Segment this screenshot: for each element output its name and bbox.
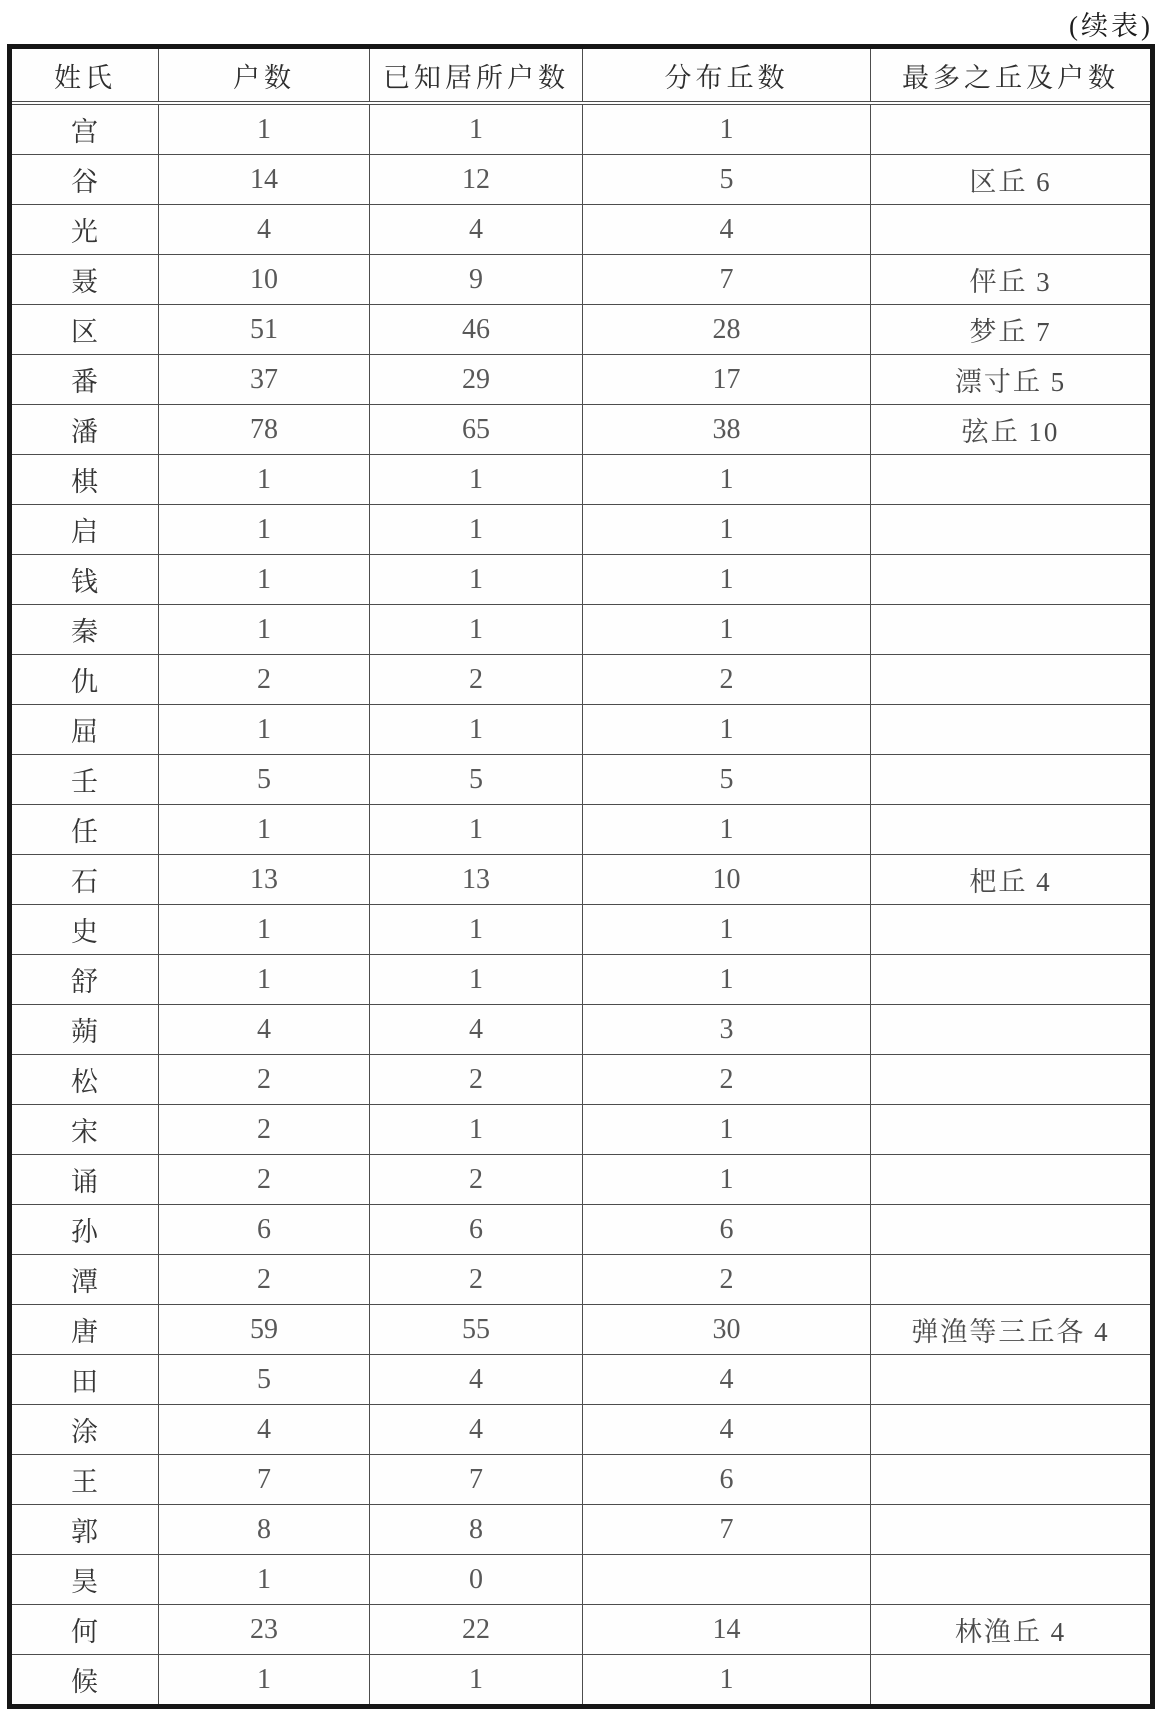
max-hill-cell	[871, 455, 1153, 505]
hills-count-cell: 1	[583, 605, 871, 655]
surname-cell: 区	[10, 305, 159, 355]
households-cell: 5	[159, 1355, 370, 1405]
column-header-known-residence-households: 已知居所户数	[370, 47, 583, 104]
households-cell: 78	[159, 405, 370, 455]
surname-cell: 石	[10, 855, 159, 905]
surname-cell: 潭	[10, 1255, 159, 1305]
known-residence-cell: 2	[370, 1255, 583, 1305]
households-cell: 4	[159, 1405, 370, 1455]
table-row	[10, 405, 1153, 455]
max-hill-cell	[871, 1455, 1153, 1505]
households-cell: 1	[159, 455, 370, 505]
hills-count-cell: 38	[583, 405, 871, 455]
max-hill-cell	[871, 505, 1153, 555]
known-residence-cell: 65	[370, 405, 583, 455]
known-residence-cell: 29	[370, 355, 583, 405]
table-row	[10, 355, 1153, 405]
households-cell: 1	[159, 1555, 370, 1605]
table-row	[10, 1055, 1153, 1105]
surname-cell: 松	[10, 1055, 159, 1105]
table-row	[10, 505, 1153, 555]
households-cell: 51	[159, 305, 370, 355]
known-residence-cell: 4	[370, 205, 583, 255]
surname-cell: 仇	[10, 655, 159, 705]
households-cell: 2	[159, 1155, 370, 1205]
surname-cell: 宫	[10, 103, 159, 155]
max-hill-cell	[871, 1355, 1153, 1405]
surname-cell: 王	[10, 1455, 159, 1505]
max-hill-cell: 梦丘 7	[871, 305, 1153, 355]
known-residence-cell: 2	[370, 1055, 583, 1105]
hills-count-cell: 17	[583, 355, 871, 405]
surname-cell: 谷	[10, 155, 159, 205]
surname-cell: 昊	[10, 1555, 159, 1605]
hills-count-cell: 30	[583, 1305, 871, 1355]
hills-count-cell: 1	[583, 1105, 871, 1155]
max-hill-cell	[871, 805, 1153, 855]
header-row	[10, 47, 1153, 104]
table-row	[10, 555, 1153, 605]
max-hill-cell	[871, 1005, 1153, 1055]
surname-cell: 舒	[10, 955, 159, 1005]
table-row	[10, 155, 1153, 205]
households-cell: 2	[159, 1055, 370, 1105]
households-cell: 10	[159, 255, 370, 305]
hills-count-cell: 1	[583, 555, 871, 605]
hills-count-cell: 1	[583, 705, 871, 755]
known-residence-cell: 1	[370, 455, 583, 505]
known-residence-cell: 4	[370, 1355, 583, 1405]
surname-cell: 聂	[10, 255, 159, 305]
hills-count-cell: 6	[583, 1205, 871, 1255]
surname-distribution-table	[7, 44, 1155, 1709]
max-hill-cell	[871, 1055, 1153, 1105]
hills-count-cell: 28	[583, 305, 871, 355]
max-hill-cell	[871, 955, 1153, 1005]
households-cell: 1	[159, 805, 370, 855]
table-row	[10, 705, 1153, 755]
hills-count-cell: 7	[583, 255, 871, 305]
known-residence-cell: 5	[370, 755, 583, 805]
max-hill-cell	[871, 1105, 1153, 1155]
hills-count-cell: 5	[583, 155, 871, 205]
surname-cell: 孙	[10, 1205, 159, 1255]
known-residence-cell: 6	[370, 1205, 583, 1255]
hills-count-cell	[583, 1555, 871, 1605]
households-cell: 2	[159, 1105, 370, 1155]
hills-count-cell: 4	[583, 1405, 871, 1455]
table-row	[10, 805, 1153, 855]
households-cell: 1	[159, 1655, 370, 1707]
households-cell: 13	[159, 855, 370, 905]
table-row	[10, 305, 1153, 355]
max-hill-cell	[871, 103, 1153, 155]
surname-cell: 史	[10, 905, 159, 955]
table-row	[10, 655, 1153, 705]
hills-count-cell: 3	[583, 1005, 871, 1055]
hills-count-cell: 1	[583, 1155, 871, 1205]
table-row	[10, 755, 1153, 805]
max-hill-cell	[871, 1155, 1153, 1205]
surname-cell: 涂	[10, 1405, 159, 1455]
known-residence-cell: 1	[370, 505, 583, 555]
hills-count-cell: 2	[583, 655, 871, 705]
known-residence-cell: 22	[370, 1605, 583, 1655]
max-hill-cell	[871, 1405, 1153, 1455]
table-row	[10, 1455, 1153, 1505]
hills-count-cell: 6	[583, 1455, 871, 1505]
surname-cell: 蒴	[10, 1005, 159, 1055]
hills-count-cell: 4	[583, 1355, 871, 1405]
households-cell: 1	[159, 705, 370, 755]
table-row	[10, 855, 1153, 905]
table-row	[10, 255, 1153, 305]
column-header-households: 户数	[159, 47, 370, 104]
surname-cell: 番	[10, 355, 159, 405]
max-hill-cell	[871, 755, 1153, 805]
hills-count-cell: 7	[583, 1505, 871, 1555]
hills-count-cell: 10	[583, 855, 871, 905]
surname-cell: 宋	[10, 1105, 159, 1155]
surname-cell: 钱	[10, 555, 159, 605]
table-row	[10, 1605, 1153, 1655]
surname-cell: 任	[10, 805, 159, 855]
hills-count-cell: 1	[583, 455, 871, 505]
known-residence-cell: 1	[370, 905, 583, 955]
table-row	[10, 955, 1153, 1005]
households-cell: 2	[159, 1255, 370, 1305]
households-cell: 1	[159, 103, 370, 155]
surname-cell: 屈	[10, 705, 159, 755]
max-hill-cell	[871, 555, 1153, 605]
surname-cell: 诵	[10, 1155, 159, 1205]
max-hill-cell	[871, 1205, 1153, 1255]
max-hill-cell	[871, 1255, 1153, 1305]
table-row	[10, 205, 1153, 255]
column-header-max-hill-and-households: 最多之丘及户数	[871, 47, 1153, 104]
households-cell: 7	[159, 1455, 370, 1505]
known-residence-cell: 1	[370, 555, 583, 605]
surname-cell: 壬	[10, 755, 159, 805]
max-hill-cell	[871, 605, 1153, 655]
max-hill-cell: 林渔丘 4	[871, 1605, 1153, 1655]
surname-cell: 田	[10, 1355, 159, 1405]
hills-count-cell: 4	[583, 205, 871, 255]
known-residence-cell: 1	[370, 1655, 583, 1707]
households-cell: 14	[159, 155, 370, 205]
table-row	[10, 1355, 1153, 1405]
known-residence-cell: 1	[370, 605, 583, 655]
table-row	[10, 1655, 1153, 1707]
known-residence-cell: 8	[370, 1505, 583, 1555]
hills-count-cell: 1	[583, 905, 871, 955]
households-cell: 59	[159, 1305, 370, 1355]
hills-count-cell: 1	[583, 955, 871, 1005]
surname-cell: 何	[10, 1605, 159, 1655]
hills-count-cell: 14	[583, 1605, 871, 1655]
hills-count-cell: 1	[583, 1655, 871, 1707]
table-body	[10, 103, 1153, 1707]
surname-cell: 启	[10, 505, 159, 555]
known-residence-cell: 1	[370, 103, 583, 155]
known-residence-cell: 4	[370, 1005, 583, 1055]
households-cell: 37	[159, 355, 370, 405]
households-cell: 4	[159, 205, 370, 255]
table-row	[10, 1005, 1153, 1055]
known-residence-cell: 55	[370, 1305, 583, 1355]
column-header-distributed-hills: 分布丘数	[583, 47, 871, 104]
hills-count-cell: 2	[583, 1055, 871, 1105]
known-residence-cell: 0	[370, 1555, 583, 1605]
known-residence-cell: 1	[370, 1105, 583, 1155]
hills-count-cell: 1	[583, 805, 871, 855]
max-hill-cell: 伻丘 3	[871, 255, 1153, 305]
surname-cell: 唐	[10, 1305, 159, 1355]
table-row	[10, 103, 1153, 155]
max-hill-cell: 区丘 6	[871, 155, 1153, 205]
surname-cell: 候	[10, 1655, 159, 1707]
max-hill-cell	[871, 1655, 1153, 1707]
surname-cell: 郭	[10, 1505, 159, 1555]
hills-count-cell: 1	[583, 505, 871, 555]
households-cell: 1	[159, 605, 370, 655]
table-row	[10, 455, 1153, 505]
hills-count-cell: 5	[583, 755, 871, 805]
max-hill-cell: 弦丘 10	[871, 405, 1153, 455]
known-residence-cell: 12	[370, 155, 583, 205]
table-header	[10, 47, 1153, 104]
households-cell: 1	[159, 905, 370, 955]
table-row	[10, 1155, 1153, 1205]
households-cell: 8	[159, 1505, 370, 1555]
known-residence-cell: 4	[370, 1405, 583, 1455]
table-row	[10, 605, 1153, 655]
known-residence-cell: 9	[370, 255, 583, 305]
known-residence-cell: 46	[370, 305, 583, 355]
surname-cell: 光	[10, 205, 159, 255]
households-cell: 1	[159, 955, 370, 1005]
max-hill-cell	[871, 1505, 1153, 1555]
hills-count-cell: 1	[583, 103, 871, 155]
max-hill-cell	[871, 705, 1153, 755]
households-cell: 23	[159, 1605, 370, 1655]
known-residence-cell: 2	[370, 655, 583, 705]
max-hill-cell	[871, 205, 1153, 255]
table-row	[10, 1205, 1153, 1255]
households-cell: 1	[159, 505, 370, 555]
table-row	[10, 1505, 1153, 1555]
surname-cell: 潘	[10, 405, 159, 455]
known-residence-cell: 1	[370, 955, 583, 1005]
known-residence-cell: 1	[370, 805, 583, 855]
max-hill-cell: 漂寸丘 5	[871, 355, 1153, 405]
max-hill-cell: 杷丘 4	[871, 855, 1153, 905]
column-header-surname: 姓氏	[10, 47, 159, 104]
max-hill-cell	[871, 905, 1153, 955]
households-cell: 5	[159, 755, 370, 805]
max-hill-cell: 弹渔等三丘各 4	[871, 1305, 1153, 1355]
households-cell: 6	[159, 1205, 370, 1255]
households-cell: 2	[159, 655, 370, 705]
max-hill-cell	[871, 655, 1153, 705]
table-row	[10, 1105, 1153, 1155]
known-residence-cell: 1	[370, 705, 583, 755]
hills-count-cell: 2	[583, 1255, 871, 1305]
households-cell: 4	[159, 1005, 370, 1055]
table-row	[10, 1305, 1153, 1355]
table-row	[10, 905, 1153, 955]
households-cell: 1	[159, 555, 370, 605]
table-row	[10, 1555, 1153, 1605]
known-residence-cell: 7	[370, 1455, 583, 1505]
surname-cell: 棋	[10, 455, 159, 505]
table-row	[10, 1255, 1153, 1305]
table-row	[10, 1405, 1153, 1455]
known-residence-cell: 13	[370, 855, 583, 905]
continued-table-label: (续表)	[1069, 11, 1153, 41]
known-residence-cell: 2	[370, 1155, 583, 1205]
max-hill-cell	[871, 1555, 1153, 1605]
surname-cell: 秦	[10, 605, 159, 655]
